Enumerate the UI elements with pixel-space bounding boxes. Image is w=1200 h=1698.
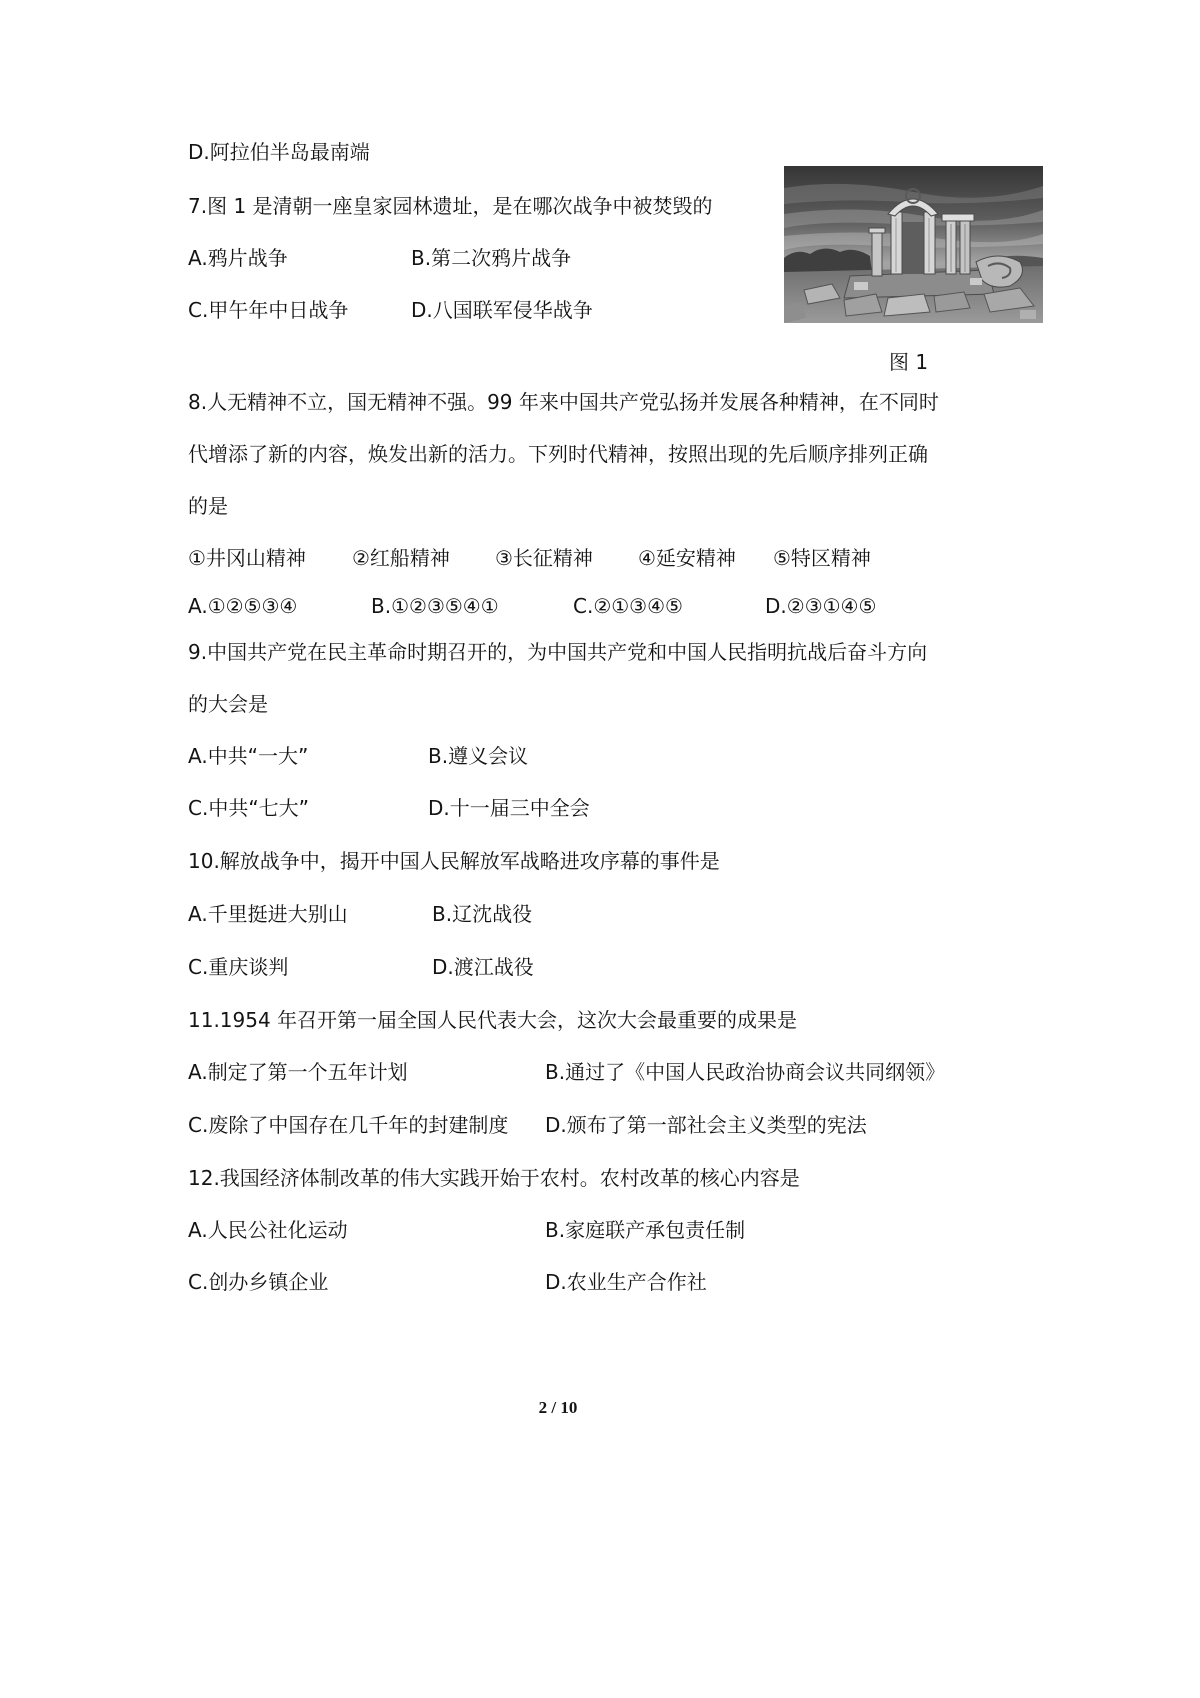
figure-1-caption: 图 1 — [889, 350, 929, 374]
q10-stem: 10.解放战争中，揭开中国人民解放军战略进攻序幕的事件是 — [188, 849, 720, 873]
q8-option-a: A.①②⑤③④ — [188, 594, 298, 618]
ruins-photo — [784, 166, 1043, 323]
q8-option-d: D.②③①④⑤ — [765, 594, 877, 618]
q10-option-c: C.重庆谈判 — [188, 955, 289, 979]
q11-option-b: B.通过了《中国人民政治协商会议共同纲领》 — [545, 1060, 946, 1084]
q8-item-3: ③长征精神 — [495, 546, 593, 570]
q7-option-c: C.甲午年中日战争 — [188, 298, 349, 322]
q6-option-d: D.阿拉伯半岛最南端 — [188, 140, 370, 164]
q9-stem-line-2: 的大会是 — [188, 692, 268, 716]
q12-option-c: C.创办乡镇企业 — [188, 1270, 329, 1294]
page-number: 2 / 10 — [538, 1398, 578, 1417]
q8-item-1: ①井冈山精神 — [188, 546, 306, 570]
q8-stem-line-1: 8.人无精神不立，国无精神不强。99 年来中国共产党弘扬并发展各种精神，在不同时 — [188, 390, 939, 414]
q12-option-d: D.农业生产合作社 — [545, 1270, 707, 1294]
q10-option-d: D.渡江战役 — [432, 955, 534, 979]
q7-stem: 7.图 1 是清朝一座皇家园林遗址，是在哪次战争中被焚毁的 — [188, 194, 713, 218]
q8-item-5: ⑤特区精神 — [773, 546, 871, 570]
q9-option-b: B.遵义会议 — [428, 744, 529, 768]
q8-stem-line-2: 代增添了新的内容，焕发出新的活力。下列时代精神，按照出现的先后顺序排列正确 — [188, 442, 928, 466]
q9-option-d: D.十一届三中全会 — [428, 796, 590, 820]
q8-option-c: C.②①③④⑤ — [573, 594, 683, 618]
q8-stem-line-3: 的是 — [188, 494, 228, 518]
q8-item-4: ④延安精神 — [638, 546, 736, 570]
q12-option-b: B.家庭联产承包责任制 — [545, 1218, 746, 1242]
q11-option-a: A.制定了第一个五年计划 — [188, 1060, 408, 1084]
q9-stem-line-1: 9.中国共产党在民主革命时期召开的，为中国共产党和中国人民指明抗战后奋斗方向 — [188, 640, 928, 664]
q11-option-c: C.废除了中国存在几千年的封建制度 — [188, 1113, 509, 1137]
q8-option-b: B.①②③⑤④① — [371, 594, 499, 618]
q10-option-a: A.千里挺进大别山 — [188, 902, 348, 926]
q9-option-c: C.中共“七大” — [188, 796, 310, 820]
q11-stem: 11.1954 年召开第一届全国人民代表大会，这次大会最重要的成果是 — [188, 1008, 798, 1032]
q9-option-a: A.中共“一大” — [188, 744, 309, 768]
q12-option-a: A.人民公社化运动 — [188, 1218, 348, 1242]
q12-stem: 12.我国经济体制改革的伟大实践开始于农村。农村改革的核心内容是 — [188, 1166, 800, 1190]
q11-option-d: D.颁布了第一部社会主义类型的宪法 — [545, 1113, 867, 1137]
q7-option-a: A.鸦片战争 — [188, 246, 288, 270]
figure-1-photo — [784, 166, 1043, 323]
q7-option-d: D.八国联军侵华战争 — [411, 298, 593, 322]
q8-item-2: ②红船精神 — [352, 546, 450, 570]
q7-option-b: B.第二次鸦片战争 — [411, 246, 572, 270]
q10-option-b: B.辽沈战役 — [432, 902, 533, 926]
